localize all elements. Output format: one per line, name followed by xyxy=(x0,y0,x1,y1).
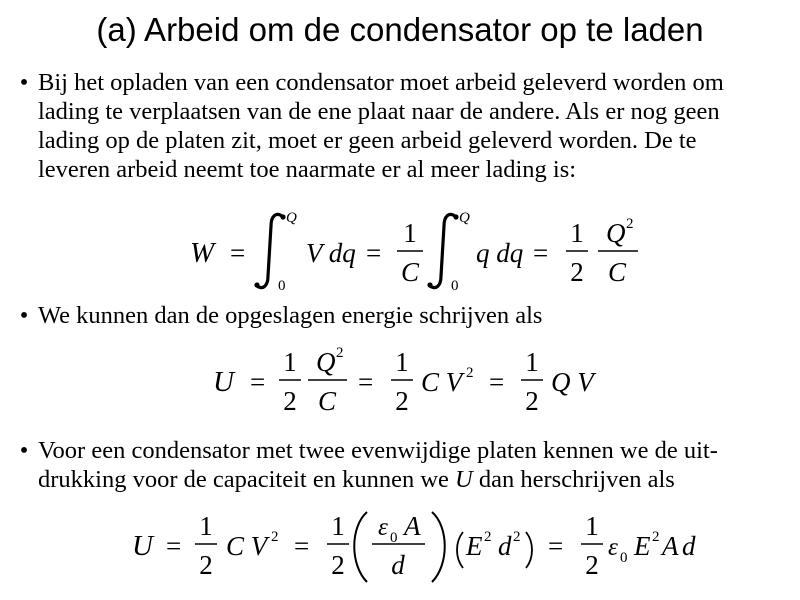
eq3-d-exp: 2 xyxy=(513,529,521,545)
eq3-eps: ε xyxy=(378,514,388,541)
eq3-term1-exp: 2 xyxy=(271,529,279,545)
eq2-f3-den: 2 xyxy=(395,386,409,416)
eq3-e-exp: 2 xyxy=(484,529,492,545)
eq2-f4-den: 2 xyxy=(525,386,539,416)
eq2-term2: C V xyxy=(421,367,463,397)
eq3-tail-a: A xyxy=(662,531,679,561)
eq1-frac2-num: 1 xyxy=(570,218,584,248)
eq3-den-d: d xyxy=(391,550,405,580)
eq3-dist-d: d xyxy=(498,531,512,561)
bullet-1-line-3: lading op de platen zit, moet er geen arbeid geleverd worden. De te xyxy=(38,127,697,154)
eq1-integral-1-top-dot xyxy=(280,214,285,219)
eq3-equals-1: = xyxy=(166,531,182,561)
bullet-1-line-1: Bij het opladen van een condensator moet arbeid geleverd worden om xyxy=(38,69,724,96)
eq1-frac2-den: 2 xyxy=(570,257,584,287)
eq3-tail-d: d xyxy=(682,531,696,561)
eq3-field-e: E xyxy=(466,531,483,561)
eq2-equals-3: = xyxy=(489,367,505,397)
equation-energy xyxy=(0,340,800,425)
eq3-f4-den: 2 xyxy=(585,550,599,580)
eq3-term1: C V xyxy=(226,531,268,561)
eq2-f4-num: 1 xyxy=(525,347,539,377)
eq1-frac1-num: 1 xyxy=(403,218,417,248)
eq1-integral-2-top-dot xyxy=(453,214,458,219)
eq2-f1-num: 1 xyxy=(283,347,297,377)
bullet-2-line-1: We kunnen dan de opgeslagen energie schrijven als xyxy=(38,302,543,329)
eq3-f4-num: 1 xyxy=(585,511,599,541)
eq3-tail-eps: ε xyxy=(608,534,618,561)
equation-parallel-plate xyxy=(0,505,800,597)
bullet-marker: • xyxy=(19,69,29,96)
eq3-right-paren xyxy=(432,512,445,582)
eq3-equals-3: = xyxy=(548,531,564,561)
eq3-tail-e: E xyxy=(634,531,651,561)
bullet-1 xyxy=(10,68,800,184)
bullet-3-line-2-start: drukking voor de capaciteit en kunnen we xyxy=(38,466,456,493)
eq3-left-paren xyxy=(354,512,367,582)
eq1-frac3-exp: 2 xyxy=(626,216,634,232)
eq1-frac1-den: C xyxy=(400,257,420,287)
bullet-1-line-4: leveren arbeid neemt toe naarmate er al meer lading is: xyxy=(38,156,577,183)
bullet-3-line-2 xyxy=(38,465,798,494)
bullet-2 xyxy=(10,301,800,330)
equation-work-integral xyxy=(0,205,800,295)
eq1-integral-2 xyxy=(430,214,455,287)
eq1-integral-1 xyxy=(257,214,282,287)
eq2-f2-num: Q xyxy=(316,347,336,377)
bullet-2-text xyxy=(38,301,798,330)
eq1-equals-1: = xyxy=(230,238,246,268)
slide-title: (a) Arbeid om de condensator op te laden xyxy=(96,11,704,48)
eq3-eps-sub: 0 xyxy=(390,530,398,546)
eq1-frac3-num: Q xyxy=(606,218,626,248)
eq3-f2-num: 1 xyxy=(331,511,345,541)
bullet-1-text xyxy=(38,68,798,184)
bullet-3-text xyxy=(38,436,798,494)
bullet-marker: • xyxy=(19,437,29,464)
eq1-integrand-2: q dq xyxy=(476,238,524,268)
bullet-3-line-2-end: dan herschrijven als xyxy=(472,466,675,493)
bullet-3 xyxy=(10,436,800,494)
eq1-int1-upper: Q xyxy=(286,210,297,226)
eq3-f1-den: 2 xyxy=(199,550,213,580)
eq1-equals-2: = xyxy=(366,238,382,268)
eq3-area: A xyxy=(404,511,421,541)
eq2-equals-1: = xyxy=(250,367,266,397)
eq3-tail-eps-sub: 0 xyxy=(620,550,628,566)
eq1-int1-lower: 0 xyxy=(278,278,286,294)
bullet-1-line-2: lading te verplaatsen van de ene plaat naar de andere. Als er nog geen xyxy=(38,98,720,125)
eq2-lhs: U xyxy=(213,366,234,398)
eq1-integral-2-bottom-dot xyxy=(427,282,432,287)
eq1-frac3-den: C xyxy=(607,257,627,287)
bullet-3-line-1: Voor een condensator met twee evenwijdige platen kennen we de uit- xyxy=(38,437,718,464)
eq3-tail-e-exp: 2 xyxy=(652,529,660,545)
eq1-lhs: W xyxy=(190,237,215,269)
eq2-equals-2: = xyxy=(358,367,374,397)
eq2-term2-exp: 2 xyxy=(466,365,474,381)
eq2-f2-exp: 2 xyxy=(336,345,344,361)
eq3-equals-2: = xyxy=(294,531,310,561)
eq3-lhs: U xyxy=(132,530,153,562)
eq3-f2-den: 2 xyxy=(331,550,345,580)
eq2-f2-den: C xyxy=(317,386,337,416)
eq2-f1-den: 2 xyxy=(283,386,297,416)
eq2-term3: Q V xyxy=(551,367,594,397)
eq1-integral-1-bottom-dot xyxy=(254,282,259,287)
eq3-f1-num: 1 xyxy=(199,511,213,541)
eq3-right-paren-2 xyxy=(526,532,532,568)
bullet-3-var-u: U xyxy=(455,466,473,493)
eq1-int2-lower: 0 xyxy=(451,278,459,294)
bullet-marker: • xyxy=(19,302,29,329)
eq2-f3-num: 1 xyxy=(395,347,409,377)
eq3-left-paren-2 xyxy=(457,532,463,568)
eq1-equals-3: = xyxy=(533,238,549,268)
eq1-int2-upper: Q xyxy=(459,210,470,226)
eq1-integrand-1: V dq xyxy=(306,238,356,268)
